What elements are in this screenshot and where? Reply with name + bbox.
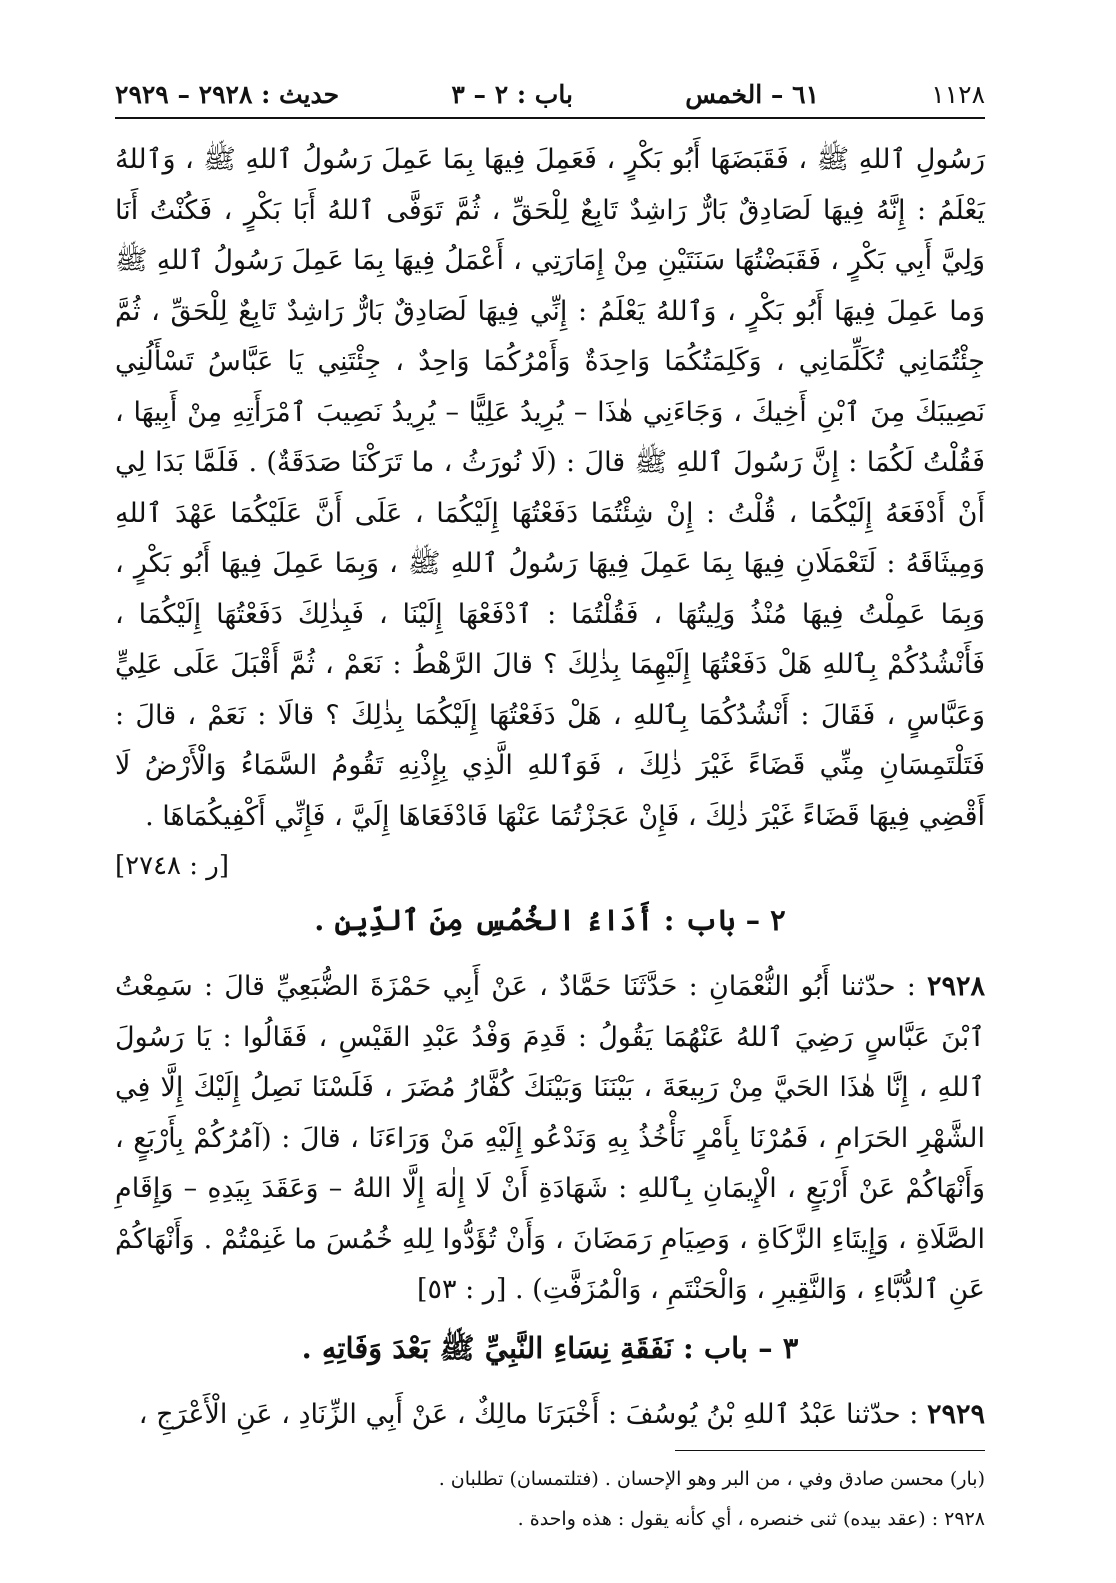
footnote: ٢٩٢٨ : (عقد بيده) ثنى خنصره ، أي كأنه يقول : هذه واحدة . [517,1508,985,1530]
chapter-heading-2: ٢ – باب : أَدَاءُ الخُمُسِ مِنَ ٱلدِّينِ . [314,903,786,937]
footnotes [115,1459,985,1539]
page-header [115,70,985,119]
hadith-ref: حديث : ٢٩٢٨ – ٢٩٢٩ [115,80,340,109]
hadith-body: : حدّثنا عَبْدُ ٱللهِ بْنُ يُوسُفَ : أَخْبَرَنَا مالِكٌ ، عَنْ أَبِي الزِّنَادِ ، عَنِ الْأَعْرَجِ ، [138,1398,927,1430]
hadith-reference: [ر : ٥٣] [416,1274,507,1305]
page [115,70,985,1550]
chapter-heading-3: ٣ – باب : نَفَقَةِ نِسَاءِ النَّبِيِّ ﷺ بَعْدَ وَفَاتِهِ . [301,1330,799,1365]
main-text [115,135,985,842]
hadith-2929 [115,1390,985,1441]
hadith-2928 [115,962,985,1316]
hadith-2929-text [115,1390,985,1441]
book-title: ٦١ – الخمس [685,80,819,109]
footnote: (بار) محسن صادق وفي ، من البر وهو الإحسان . (فتلتمسان) تطلبان . [438,1468,985,1490]
hadith-body: : حدّثنا أَبُو النُّعْمَانِ : حَدَّثَنَا حَمَّادٌ ، عَنْ أَبِي حَمْزَةَ الضُّبَعِيِّ قالَ : سَمِعْتُ ٱبْنَ عَبَّاسٍ رَضِيَ ٱللهُ عَنْهُمَا يَقُولُ : قَدِمَ وَفْدُ عَبْدِ القَيْسِ ، فَقَالُوا : يَا رَسُولَ ٱللهِ ، إِنَّا هٰذَا الحَيَّ مِنْ رَبِيعَةَ ، بَيْنَنَا وَبَيْنَكَ كُفَّارُ مُضَرَ ، فَلَسْنَا نَصِلُ إِلَيْكَ إِلَّا فِي الشَّهْرِ الحَرَامِ ، فَمُرْنَا بِأَمْرٍ نَأْخُذُ بِهِ وَنَدْعُو إِلَيْهِ مَنْ وَرَاءَنَا ، قالَ : (آمُرُكُمْ بِأَرْبَعٍ ، وَأَنْهَاكُمْ عَنْ أَرْبَعٍ ، الْإِيمَانِ بِٱللهِ : شَهَادَةِ أَنْ لَا إِلٰهَ إِلَّا اللهُ – وَعَقَدَ بِيَدِهِ – وَإِقَامِ الصَّلَاةِ ، وَإِيتَاءِ الزَّكَاةِ ، وَصِيَامِ رَمَضَانَ ، وَأَنْ تُؤَدُّوا لِلهِ خُمُسَ ما غَنِمْتُمْ . وَأَنْهَاكُمْ عَنِ ٱلدُّبَّاءِ ، وَالنَّقِيرِ ، وَالْحَنْتَمِ ، وَالْمُزَفَّتِ) . [115,971,985,1305]
hadith-2928-text [115,962,985,1316]
footnote-divider [675,1450,985,1451]
page-number: ١١٢٨ [931,80,985,109]
hadith-number: ٢٩٢٩ [926,1398,985,1430]
reference: [ر : ٢٧٤٨] [115,851,230,881]
paragraph: رَسُولِ ٱللهِ ﷺ ، فَقَبَضَهَا أَبُو بَكْرٍ ، فَعَمِلَ فِيهَا بِمَا عَمِلَ رَسُولُ ٱللهِ ﷺ ، وَٱللهُ يَعْلَمُ : إِنَّهُ فِيهَا لَصَادِقٌ بَارٌّ رَاشِدٌ تَابِعٌ لِلْحَقِّ ، ثُمَّ تَوَفَّى ٱللهُ أَبَا بَكْرٍ ، فَكُنْتُ أَنَا وَلِيَّ أَبِي بَكْرٍ ، فَقَبَضْتُهَا سَنَتَيْنِ مِنْ إِمَارَتِي ، أَعْمَلُ فِيهَا بِمَا عَمِلَ رَسُولُ ٱللهِ ﷺ وَما عَمِلَ فِيهَا أَبُو بَكْرٍ ، وَٱللهُ يَعْلَمُ : إِنِّي فِيهَا لَصَادِقٌ بَارٌّ رَاشِدٌ تَابِعٌ لِلْحَقِّ ، ثُمَّ جِئْتُمَانِي تُكَلِّمَانِي ، وَكَلِمَتُكُمَا وَاحِدَةٌ وَأَمْرُكُمَا وَاحِدٌ ، جِئْتَنِي يَا عَبَّاسُ تَسْأَلُنِي نَصِيبَكَ مِنَ ٱبْنِ أَخِيكَ ، وَجَاءَنِي هٰذَا – يُرِيدُ عَلِيًّا – يُرِيدُ نَصِيبَ ٱمْرَأَتِهِ مِنْ أَبِيهَا ، فَقُلْتُ لَكُمَا : إِنَّ رَسُولَ ٱللهِ ﷺ قالَ : (لَا نُورَثُ ، ما تَرَكْنَا صَدَقَةٌ) . فَلَمَّا بَدَا لِي أَنْ أَدْفَعَهُ إِلَيْكُمَا ، قُلْتُ : إِنْ شِئْتُمَا دَفَعْتُهَا إِلَيْكُمَا ، عَلَى أَنَّ عَلَيْكُمَا عَهْدَ ٱللهِ وَمِيثَاقَهُ : لَتَعْمَلَانِ فِيهَا بِمَا عَمِلَ فِيهَا رَسُولُ ٱللهِ ﷺ ، وَبِمَا عَمِلَ فِيهَا أَبُو بَكْرٍ ، وَبِمَا عَمِلْتُ فِيهَا مُنْذُ وَلِيتُهَا ، فَقُلْتُمَا : ٱدْفَعْهَا إِلَيْنَا ، فَبِذٰلِكَ دَفَعْتُهَا إِلَيْكُمَا ، فَأَنْشُدُكُمْ بِٱللهِ هَلْ دَفَعْتُهَا إِلَيْهِمَا بِذٰلِكَ ؟ قالَ الرَّهْطُ : نَعَمْ ، ثُمَّ أَقْبَلَ عَلَى عَلِيٍّ وَعَبَّاسٍ ، فَقَالَ : أَنْشُدُكُمَا بِٱللهِ ، هَلْ دَفَعْتُهَا إِلَيْكُمَا بِذٰلِكَ ؟ قالَا : نَعَمْ ، قالَ : فَتَلْتَمِسَانِ مِنِّي قَضَاءً غَيْرَ ذٰلِكَ ، فَوَٱللهِ الَّذِي بِإِذْنِهِ تَقُومُ السَّمَاءُ وَالْأَرْضُ لَا أَقْضِي فِيهَا قَضَاءً غَيْرَ ذٰلِكَ ، فَإِنْ عَجَزْتُمَا عَنْهَا فَادْفَعَاهَا إِلَيَّ ، فَإِنِّي أَكْفِيكُمَاهَا . [115,144,985,832]
hadith-number: ٢٩٢٨ [926,971,985,1002]
chapter-ref: باب : ٢ – ٣ [451,80,573,109]
